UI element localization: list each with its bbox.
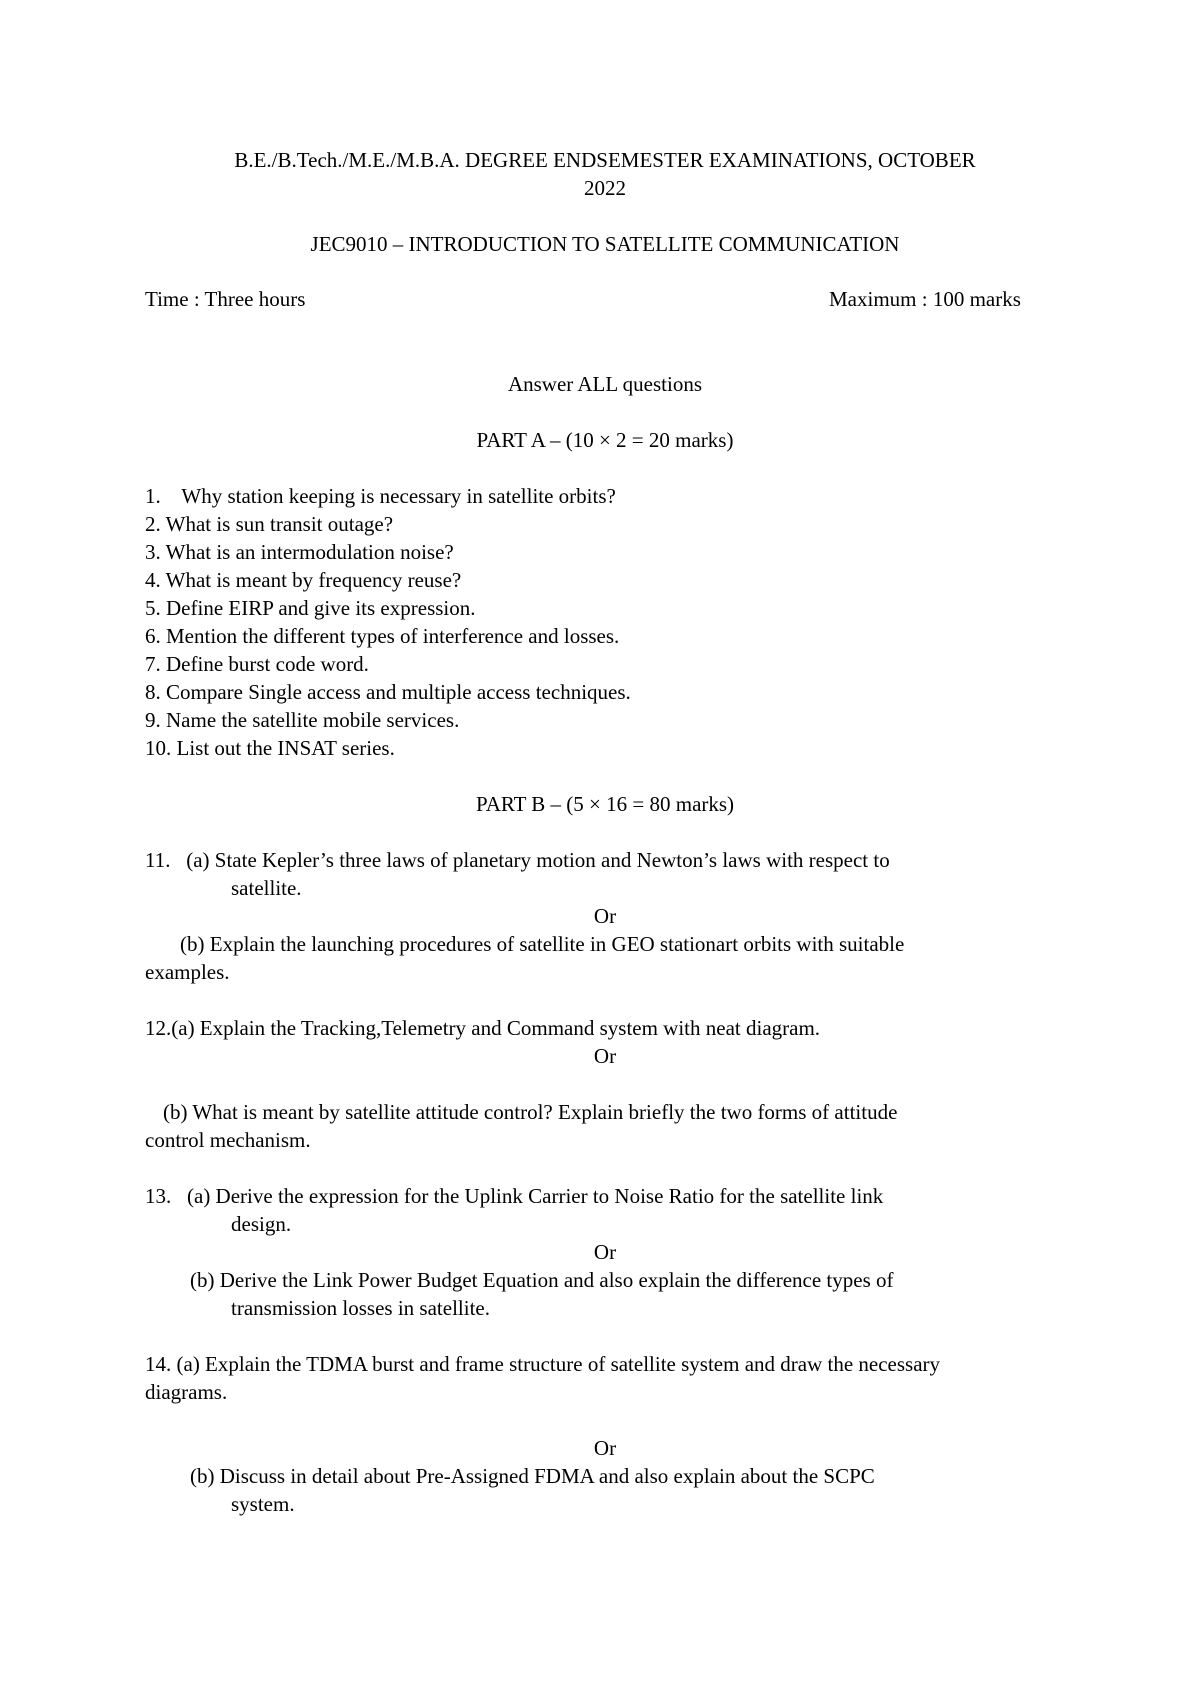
exam-title-line1: B.E./B.Tech./M.E./M.B.A. DEGREE ENDSEMESTER EXAMINATIONS, OCTOBER <box>234 148 976 172</box>
question-14a: 14. (a) Explain the TDMA burst and frame structure of satellite system and draw the necessary <box>145 1352 941 1376</box>
instruction: Answer ALL questions <box>507 372 703 396</box>
part-a-question: 1. Why station keeping is necessary in satellite orbits? <box>145 484 616 508</box>
part-a-question: 6. Mention the different types of interference and losses. <box>145 624 620 648</box>
or-separator: Or <box>593 904 617 928</box>
part-a-question: 3. What is an intermodulation noise? <box>145 540 454 564</box>
question-11b-cont: examples. <box>145 960 230 984</box>
part-a-question: 5. Define EIRP and give its expression. <box>145 596 476 620</box>
exam-duration: Time : Three hours <box>145 287 306 311</box>
question-14b: (b) Discuss in detail about Pre-Assigned FDMA and also explain about the SCPC <box>190 1464 875 1488</box>
part-a-question: 7. Define burst code word. <box>145 652 369 676</box>
question-11b: (b) Explain the launching procedures of satellite in GEO stationart orbits with suitable <box>180 932 905 956</box>
part-a-question: 10. List out the INSAT series. <box>145 736 395 760</box>
maximum-marks: Maximum : 100 marks <box>829 287 1021 311</box>
question-13b: (b) Derive the Link Power Budget Equation and also explain the difference types of <box>190 1268 894 1292</box>
course-title: JEC9010 – INTRODUCTION TO SATELLITE COMMUNICATION <box>310 232 900 256</box>
question-13a-cont: design. <box>231 1212 292 1236</box>
part-b-heading: PART B – (5 × 16 = 80 marks) <box>475 792 735 816</box>
question-13b-cont: transmission losses in satellite. <box>231 1296 490 1320</box>
part-a-question: 4. What is meant by frequency reuse? <box>145 568 462 592</box>
or-separator: Or <box>593 1436 617 1460</box>
question-13a: 13. (a) Derive the expression for the Uplink Carrier to Noise Ratio for the satellite link <box>145 1184 884 1208</box>
question-12a: 12.(a) Explain the Tracking,Telemetry and Command system with neat diagram. <box>145 1016 821 1040</box>
question-12b-cont: control mechanism. <box>145 1128 311 1152</box>
question-14a-cont: diagrams. <box>145 1380 228 1404</box>
part-a-heading: PART A – (10 × 2 = 20 marks) <box>476 428 734 452</box>
question-11a-cont: satellite. <box>231 876 302 900</box>
question-11a: 11. (a) State Kepler’s three laws of planetary motion and Newton’s laws with respect to <box>145 848 890 872</box>
exam-title-line2: 2022 <box>584 176 626 200</box>
part-a-question: 8. Compare Single access and multiple access techniques. <box>145 680 631 704</box>
question-14b-cont: system. <box>231 1492 295 1516</box>
or-separator: Or <box>593 1240 617 1264</box>
part-a-question: 9. Name the satellite mobile services. <box>145 708 460 732</box>
part-a-question: 2. What is sun transit outage? <box>145 512 394 536</box>
question-12b: (b) What is meant by satellite attitude control? Explain briefly the two forms of attitude <box>163 1100 898 1124</box>
or-separator: Or <box>593 1044 617 1068</box>
